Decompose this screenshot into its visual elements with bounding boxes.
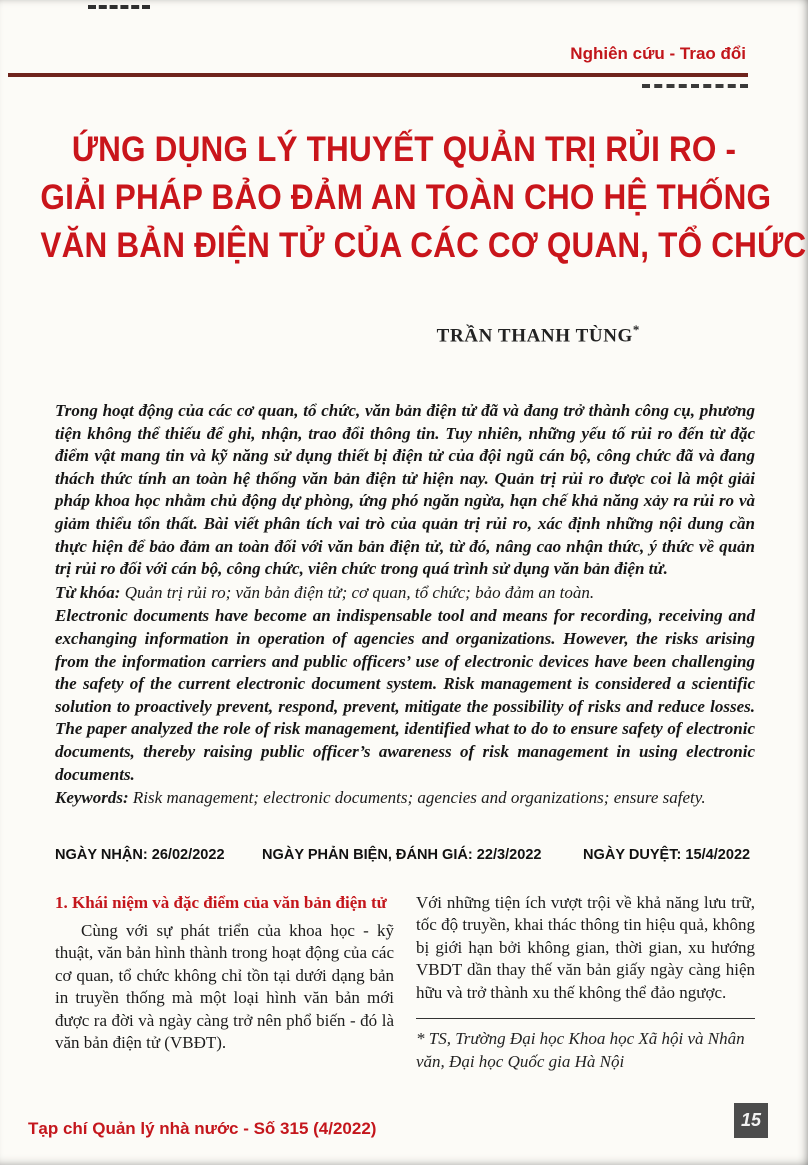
date-received-value: 26/02/2022 xyxy=(151,846,225,863)
section-header-label: Nghiên cứu - Trao đổi xyxy=(570,44,746,63)
date-received xyxy=(55,846,225,863)
keywords-en-value: Risk management; electronic documents; agencies and organizations; ensure safety. xyxy=(128,788,706,808)
keywords-vietnamese xyxy=(55,582,755,605)
date-received-label: NGÀY NHẬN: xyxy=(55,846,148,863)
date-approved-label: NGÀY DUYỆT: xyxy=(582,846,682,863)
column-left xyxy=(55,892,394,1073)
author-name xyxy=(437,322,640,347)
keywords-english xyxy=(55,787,755,810)
body-columns xyxy=(55,892,755,1073)
author-footnote: * TS, Trường Đại học Khoa học Xã hội và Nhân văn, Đại học Quốc gia Hà Nội xyxy=(416,1018,755,1073)
page-number-badge: 15 xyxy=(734,1103,768,1138)
body-paragraph-left: Cùng với sự phát triển của khoa học - kỹ thuật, văn bản hình thành trong hoạt động của các cơ quan, tổ chức không chỉ tồn tại dưới dạng bản in truyền thống mà một loại hình văn bản mới được ra đời và ngày càng trở nên phổ biến - đó là văn bản điện tử (VBĐT). xyxy=(55,921,394,1053)
keywords-vi-value: Quản trị rủi ro; văn bản điện tử; cơ quan, tổ chức; bảo đảm an toàn. xyxy=(120,582,595,602)
title-line-2: GIẢI PHÁP BẢO ĐẢM AN TOÀN CHO HỆ THỐNG xyxy=(40,178,772,217)
date-reviewed-label: NGÀY PHẢN BIỆN, ĐÁNH GIÁ: xyxy=(262,846,473,863)
header-rule xyxy=(8,73,748,77)
date-approved-value: 15/4/2022 xyxy=(685,846,750,863)
column-right xyxy=(416,892,755,1073)
dates-row xyxy=(55,846,755,863)
scan-artifact-dash-top xyxy=(88,5,150,9)
section-1-heading: 1. Khái niệm và đặc điểm của văn bản điện tử xyxy=(55,893,387,912)
author-name-text: TRẦN THANH TÙNG xyxy=(436,325,633,347)
author-footnote-marker: * xyxy=(632,322,640,337)
body-paragraph-right: Với những tiện ích vượt trội về khả năng lưu trữ, tốc độ truyền, khai thác thông tin hiệu quả, không bị giới hạn bởi không gian, thời gian, xu hướng VBDT dần thay thế văn bản giấy ngày càng hiện hữu và trở thành xu thế không thể đảo ngược. xyxy=(416,893,755,1002)
scan-artifact-dash-right xyxy=(642,84,748,88)
date-reviewed-value: 22/3/2022 xyxy=(476,846,542,863)
article-title xyxy=(0,126,808,270)
abstract-english: Electronic documents have become an indispensable tool and means for recording, receiving and exchanging information in operation of agencies and organizations. However, the risks arising from the information carriers and public officers’ use of electronic devices have been challenging the safety of the current electronic document system. Risk management is considered a scientific solution to proactively prevent, respond, prevent, mitigate the possibility of risks and reduce losses. The paper analyzed the role of risk management, identified what to do to ensure safety of electronic documents, thereby raising public officer’s awareness of risk management in using electronic documents. xyxy=(55,606,755,784)
journal-footer: Tạp chí Quản lý nhà nước - Số 315 (4/2022) xyxy=(28,1119,377,1138)
abstract-block xyxy=(55,400,755,811)
abstract-vietnamese: Trong hoạt động của các cơ quan, tổ chức, văn bản điện tử đã và đang trở thành công cụ, phương tiện không thể thiếu để ghi, nhận, trao đổi thông tin. Tuy nhiên, những yếu tố rủi ro đến từ đặc điểm vật mang tin và kỹ năng sử dụng thiết bị điện tử của đội ngũ cán bộ, công chức đã và đang thách thức tính an toàn hệ thống văn bản điện tử hiện nay. Quản trị rủi ro được coi là một giải pháp khoa học nhằm chủ động dự phòng, ứng phó ngăn ngừa, hạn chế khả năng xảy ra rủi ro và giảm thiểu tổn thất. Bài viết phân tích vai trò của quản trị rủi ro, xác định những nội dung cần thực hiện để bảo đảm an toàn đối với văn bản điện tử, từ đó, nâng cao nhận thức, ý thức về quản trị rủi ro đối với cán bộ, công chức, viên chức trong quá trình sử dụng văn bản điện tử. xyxy=(55,401,755,579)
keywords-en-label: Keywords: xyxy=(55,788,129,808)
title-line-3: VĂN BẢN ĐIỆN TỬ CỦA CÁC CƠ QUAN, TỔ CHỨC xyxy=(40,226,807,265)
keywords-vi-label: Từ khóa: xyxy=(55,582,121,602)
title-line-1: ỨNG DỤNG LÝ THUYẾT QUẢN TRỊ RỦI RO - xyxy=(71,130,737,169)
date-approved xyxy=(583,846,750,863)
date-reviewed xyxy=(262,846,542,863)
